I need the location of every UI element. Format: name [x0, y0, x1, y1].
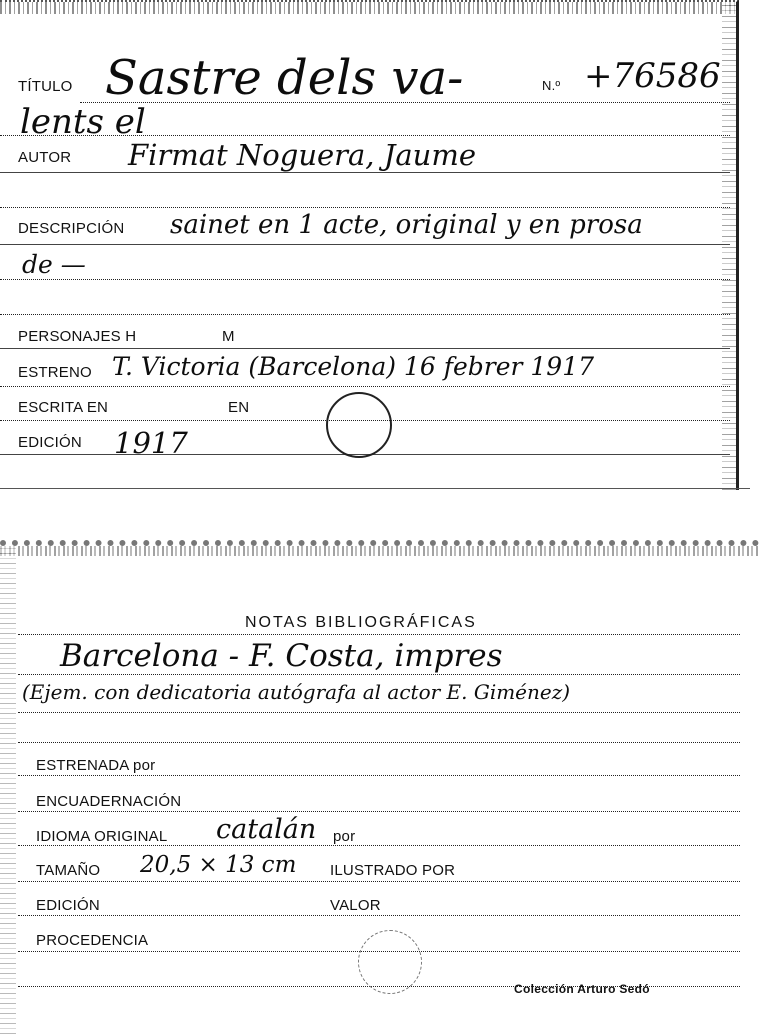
descripcion-handwritten-cont: de —: [22, 250, 86, 279]
idioma-handwritten: catalán: [216, 814, 317, 845]
rule-line: [18, 775, 740, 776]
faint-stamp: [358, 930, 422, 994]
rule-line: [0, 314, 730, 315]
idioma-label: IDIOMA ORIGINAL: [36, 828, 168, 845]
escrita-en2-label: EN: [228, 399, 250, 416]
notas-handwritten-2: (Ejem. con dedicatoria autógrafa al actor E. Giménez): [22, 680, 571, 704]
edicion-label: EDICIÓN: [18, 434, 82, 451]
tamano-label: TAMAÑO: [36, 862, 101, 879]
rule-line: [18, 881, 740, 882]
library-stamp: [326, 392, 392, 458]
collection-credit: Colección Arturo Sedó: [514, 982, 650, 996]
autor-handwritten: Firmat Noguera, Jaume: [128, 138, 476, 172]
escrita-en-label: ESCRITA EN: [18, 399, 109, 416]
notas-header: NOTAS BIBLIOGRÁFICAS: [245, 614, 477, 631]
edicion2-label: EDICIÓN: [36, 897, 100, 914]
catalog-card-front: [0, 0, 739, 490]
rule-line: [18, 845, 740, 846]
rule-line: [0, 279, 730, 280]
card-edge-texture: [0, 546, 759, 556]
card-edge-texture: [722, 2, 736, 490]
titulo-handwritten-cont: lents el: [20, 102, 146, 142]
rule-line: [18, 712, 740, 713]
tamano-handwritten: 20,5 × 13 cm: [140, 852, 297, 878]
idioma-por-label: por: [333, 828, 356, 845]
ilustrado-label: ILUSTRADO POR: [330, 862, 456, 879]
autor-label: AUTOR: [18, 149, 72, 166]
rule-line: [0, 386, 730, 387]
catalog-card-back: [0, 540, 759, 1034]
valor-label: VALOR: [330, 897, 381, 914]
personajes-m-label: M: [222, 328, 235, 345]
rule-line: [0, 207, 730, 208]
rule-line: [18, 674, 740, 675]
notas-handwritten-1: Barcelona - F. Costa, impres: [60, 638, 503, 674]
estreno-label: ESTRENO: [18, 364, 92, 381]
card-edge-texture: [0, 2, 736, 14]
rule-line: [0, 348, 730, 349]
card-divider: [0, 488, 750, 489]
descripcion-handwritten: sainet en 1 acte, original y en prosa: [170, 210, 643, 240]
numero-handwritten: +76586: [584, 56, 721, 96]
encuadernacion-label: ENCUADERNACIÓN: [36, 793, 182, 810]
procedencia-label: PROCEDENCIA: [36, 932, 149, 949]
titulo-handwritten: Sastre dels va-: [105, 50, 464, 106]
card-edge-texture: [0, 546, 16, 1034]
rule-line: [18, 742, 740, 743]
rule-line: [18, 634, 740, 635]
numero-label: N.º: [542, 78, 561, 93]
estrenada-label: ESTRENADA por: [36, 757, 156, 774]
personajes-label: PERSONAJES H: [18, 328, 137, 345]
descripcion-label: DESCRIPCIÓN: [18, 220, 125, 237]
edicion-handwritten: 1917: [114, 426, 188, 460]
rule-line: [18, 915, 740, 916]
rule-line: [0, 244, 730, 245]
rule-line: [0, 172, 730, 173]
rule-line: [18, 811, 740, 812]
titulo-label: TÍTULO: [18, 78, 73, 95]
estreno-handwritten: T. Victoria (Barcelona) 16 febrer 1917: [112, 352, 595, 381]
